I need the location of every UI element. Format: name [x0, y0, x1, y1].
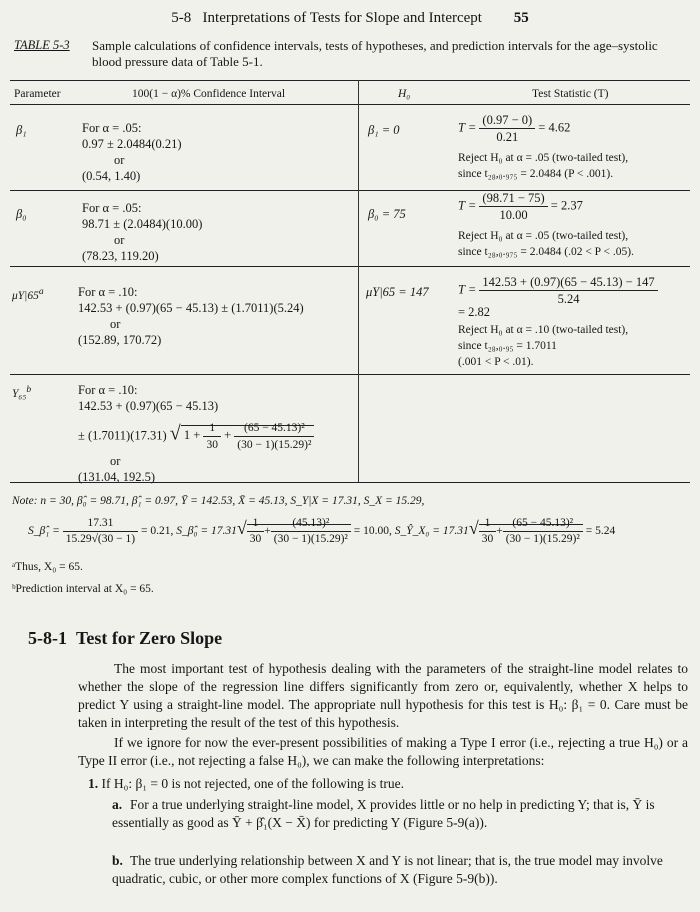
sb1-result: = 0.21,	[140, 525, 174, 538]
table-top-rule	[10, 80, 690, 81]
sub-text: For a true underlying straight-line model, X provides little or no help in predicting Y; that is, Ȳ is essentially as good as Ȳ + β̂₁(X − X̄) for predicting Y (Figure 5-9(a)).	[112, 797, 655, 830]
row-divider	[10, 190, 690, 191]
sy-result: = 5.24	[585, 525, 616, 538]
sy-radicand: $\frac{1}{30}$ + $\frac{\text{(65 − 45.13)²}}{\text{(30 − 1)(15.29)²}}$	[479, 524, 583, 537]
sy-lhs: S_Ŷ_X₀ = 17.31	[394, 525, 469, 538]
table-caption-label: TABLE 5-3	[14, 38, 70, 52]
list-item-1b	[112, 852, 678, 888]
reject-line: Reject H₀ at α = .05 (two-tailed test),	[458, 230, 629, 242]
ci-line: For α = .10:	[78, 383, 138, 397]
t-numerator: (0.97 − 0)	[479, 112, 535, 129]
ci-line: or	[114, 233, 125, 247]
row-divider	[10, 374, 690, 375]
t-result: = 2.37	[550, 198, 583, 213]
t-lhs: T =	[458, 282, 477, 297]
sb1-fraction	[63, 516, 138, 547]
ci-line: For α = .10:	[78, 285, 138, 299]
param-text: μY|65	[12, 289, 39, 302]
ci-beta1	[82, 120, 352, 184]
row-divider	[10, 266, 690, 267]
frac-den: 15.29√(30 − 1)	[65, 533, 136, 545]
test-stat-mu-y65	[458, 274, 658, 307]
ci-line: 98.71 ± (2.0484)(10.00)	[82, 217, 203, 231]
reject-beta0	[458, 228, 634, 260]
reject-line: since t₂₈,₀.₉₅ = 1.7011	[458, 340, 557, 352]
section-title: Test for Zero Slope	[76, 628, 223, 648]
t-fraction	[479, 190, 547, 223]
ci-line: 0.97 ± 2.0484(0.21)	[82, 137, 182, 151]
pi-frac-2	[234, 420, 314, 453]
test-stat-beta0	[458, 190, 583, 223]
param-text: Y₆₅	[12, 387, 27, 400]
param-y65	[12, 382, 31, 402]
sub-label: a.	[112, 797, 123, 812]
ci-line: 142.53 + (0.97)(65 − 45.13) ± (1.7011)(5.24)	[78, 301, 304, 315]
h0-mu-y65: μY|65 = 147	[366, 285, 429, 299]
footnote-b: ᵇPrediction interval at X₀ = 65.	[12, 583, 154, 595]
table-header-rule	[10, 104, 690, 105]
frac-num: 1	[479, 516, 497, 532]
body-paragraph-1: The most important test of hypothesis dealing with the parameters of the straight-line model relates to whether the slope of the regression line differs significantly from zero or, equivalently, whether X helps to predict Y using a straight-line model. The appropriate null hypothesis for this test is H₀: β₁ = 0. Care must be taken in interpreting the result of the test of this hypothesis.	[78, 661, 688, 730]
pi-frac-1	[203, 420, 221, 453]
h0-beta1: β₁ = 0	[368, 123, 400, 137]
ci-line: or	[110, 454, 121, 468]
pi-one: 1 +	[183, 428, 201, 443]
t-result: = 4.62	[538, 120, 571, 135]
page-number: 55	[513, 10, 529, 26]
ci-line: For α = .05:	[82, 201, 142, 215]
sb0-radicand: $\frac{1}{30}$ + $\frac{\text{(45.13)²}}{\text{(30 − 1)(15.29)²}}$	[247, 524, 351, 537]
t-numerator: (98.71 − 75)	[479, 190, 547, 207]
list-text: If H₀: β₁ = 0 is not rejected, one of the following is true.	[101, 776, 404, 791]
ci-line: or	[110, 317, 121, 331]
t-numerator: 142.53 + (0.97)(65 − 45.13) − 147	[479, 274, 657, 291]
test-stat-beta1	[458, 112, 570, 145]
t-fraction	[479, 274, 657, 307]
col-header-ci: 100(1 − α)% Confidence Interval	[132, 88, 286, 100]
t-denominator: 5.24	[557, 292, 580, 306]
list-number: 1.	[88, 776, 99, 791]
body-paragraph-2: If we ignore for now the ever-present possibilities of making a Type I error (i.e., rejecting a true H₀) or a Type II error (i.e., not rejecting a false H₀), we can make the following interpretations:	[78, 735, 688, 768]
frac-den: (30 − 1)(15.29)²	[273, 533, 348, 545]
frac-den: (30 − 1)(15.29)²	[237, 439, 312, 451]
list-item-1	[88, 776, 404, 792]
frac-num: 1	[203, 420, 221, 437]
col-header-h0: H₀	[398, 88, 411, 100]
frac-den: 30	[481, 533, 494, 545]
t-result-mu-y65: = 2.82	[458, 305, 491, 319]
reject-line: since t₂₈,₀.₉₇₅ = 2.0484 (.02 < P < .05).	[458, 246, 634, 258]
table-caption-text: Sample calculations of confidence intervals, tests of hypotheses, and prediction intervals for the age–systolic blood pressure data of Table 5-1.	[92, 38, 658, 69]
sb0-frac-1	[247, 516, 265, 547]
pi-lead: ± (1.7011)(17.31)	[78, 428, 167, 443]
ci-line: (152.89, 170.72)	[78, 333, 162, 347]
running-header	[0, 10, 700, 27]
param-mu-y65	[12, 284, 44, 304]
list-item-1a	[112, 796, 678, 832]
col-header-test: Test Statistic (T)	[532, 88, 609, 100]
param-beta1: β₁	[16, 123, 27, 137]
table-note-line1: Note: n = 30, β̂₀ = 98.71, β̂₁ = 0.97, Ȳ = 142.53, X̄ = 45.13, S_Y|X = 17.31, S_X = 15.29,	[12, 495, 425, 507]
section-number: 5-8-1	[28, 628, 67, 648]
pi-formula: ± (1.7011)(17.31) √ 1 + $\frac{1}{30}$ + $\frac{\text{(65 − 45.13)²}}{\text{(30 − 1)(15.29)²}}$	[78, 420, 356, 453]
param-beta0: β₀	[16, 207, 27, 221]
ci-beta0	[82, 200, 352, 264]
header-title: Interpretations of Tests for Slope and Intercept	[202, 10, 482, 26]
ci-line: For α = .05:	[82, 121, 142, 135]
footnote-a: ᵃThus, X₀ = 65.	[12, 561, 83, 573]
t-denominator: 0.21	[496, 130, 519, 144]
ci-line: (78.23, 119.20)	[82, 249, 159, 263]
header-section: 5-8	[171, 10, 192, 26]
sb0-result: = 10.00,	[353, 525, 392, 538]
col-header-parameter: Parameter	[14, 88, 61, 100]
ci-mu-y65	[78, 284, 356, 348]
sy-frac-2	[503, 516, 583, 547]
t-lhs: T =	[458, 198, 477, 213]
pi-plus: +	[224, 428, 232, 443]
column-divider	[358, 80, 359, 482]
sb0-lhs: S_β̂₀ = 17.31	[176, 525, 237, 538]
sy-frac-1	[479, 516, 497, 547]
frac-num: (65 − 45.13)²	[234, 420, 314, 437]
reject-line: since t₂₈,₀.₉₇₅ = 2.0484 (P < .001).	[458, 168, 614, 180]
sb0-frac-2	[271, 516, 351, 547]
frac-den: (30 − 1)(15.29)²	[505, 533, 580, 545]
sub-label: b.	[112, 853, 123, 868]
h0-beta0: β₀ = 75	[368, 207, 406, 221]
ci-line: or	[114, 153, 125, 167]
ci-line: (131.04, 192.5)	[78, 470, 156, 484]
sb1-lhs: S_β̂₁ =	[28, 525, 60, 538]
section-heading	[28, 628, 222, 649]
frac-num: 17.31	[63, 516, 138, 532]
frac-den: 30	[206, 439, 218, 451]
frac-num: (45.13)²	[271, 516, 351, 532]
footnote-marker: a	[38, 286, 44, 297]
reject-line: (.001 < P < .01).	[458, 356, 534, 368]
reject-mu-y65	[458, 322, 628, 370]
ci-line: (0.54, 1.40)	[82, 169, 141, 183]
ci-line: 142.53 + (0.97)(65 − 45.13)	[78, 399, 219, 413]
frac-num: 1	[247, 516, 265, 532]
pi-y65	[78, 382, 356, 485]
sub-text: The true underlying relationship between X and Y is not linear; that is, the true model may involve quadratic, cubic, or other more complex functions of X (Figure 5-9(b)).	[112, 853, 663, 886]
se-formulas: S_β̂₁ = $\frac{17.31}{15.29√(30 - 1)}$ = 0.21, S_β̂₀ = 17.31√ $\frac{1}{30}$ + $\frac{\text{(45.13)²}}{\text{(30 − 1)(15.29)²}}$ = 10.00, S_Ŷ_X₀ = 17.31√ $\frac{1}{30}$ + $\frac{\text{(65 − 45.13)²}}{\text{(30 − 1)(15.29)²}}$ = 5.24	[28, 517, 616, 545]
frac-den: 30	[249, 533, 262, 545]
t-denominator: 10.00	[499, 208, 528, 222]
reject-line: Reject H₀ at α = .05 (two-tailed test),	[458, 152, 629, 164]
t-fraction	[479, 112, 535, 145]
footnote-marker: b	[26, 384, 32, 395]
t-lhs: T =	[458, 120, 477, 135]
reject-beta1	[458, 150, 628, 182]
reject-line: Reject H₀ at α = .10 (two-tailed test),	[458, 324, 629, 336]
frac-num: (65 − 45.13)²	[503, 516, 583, 532]
